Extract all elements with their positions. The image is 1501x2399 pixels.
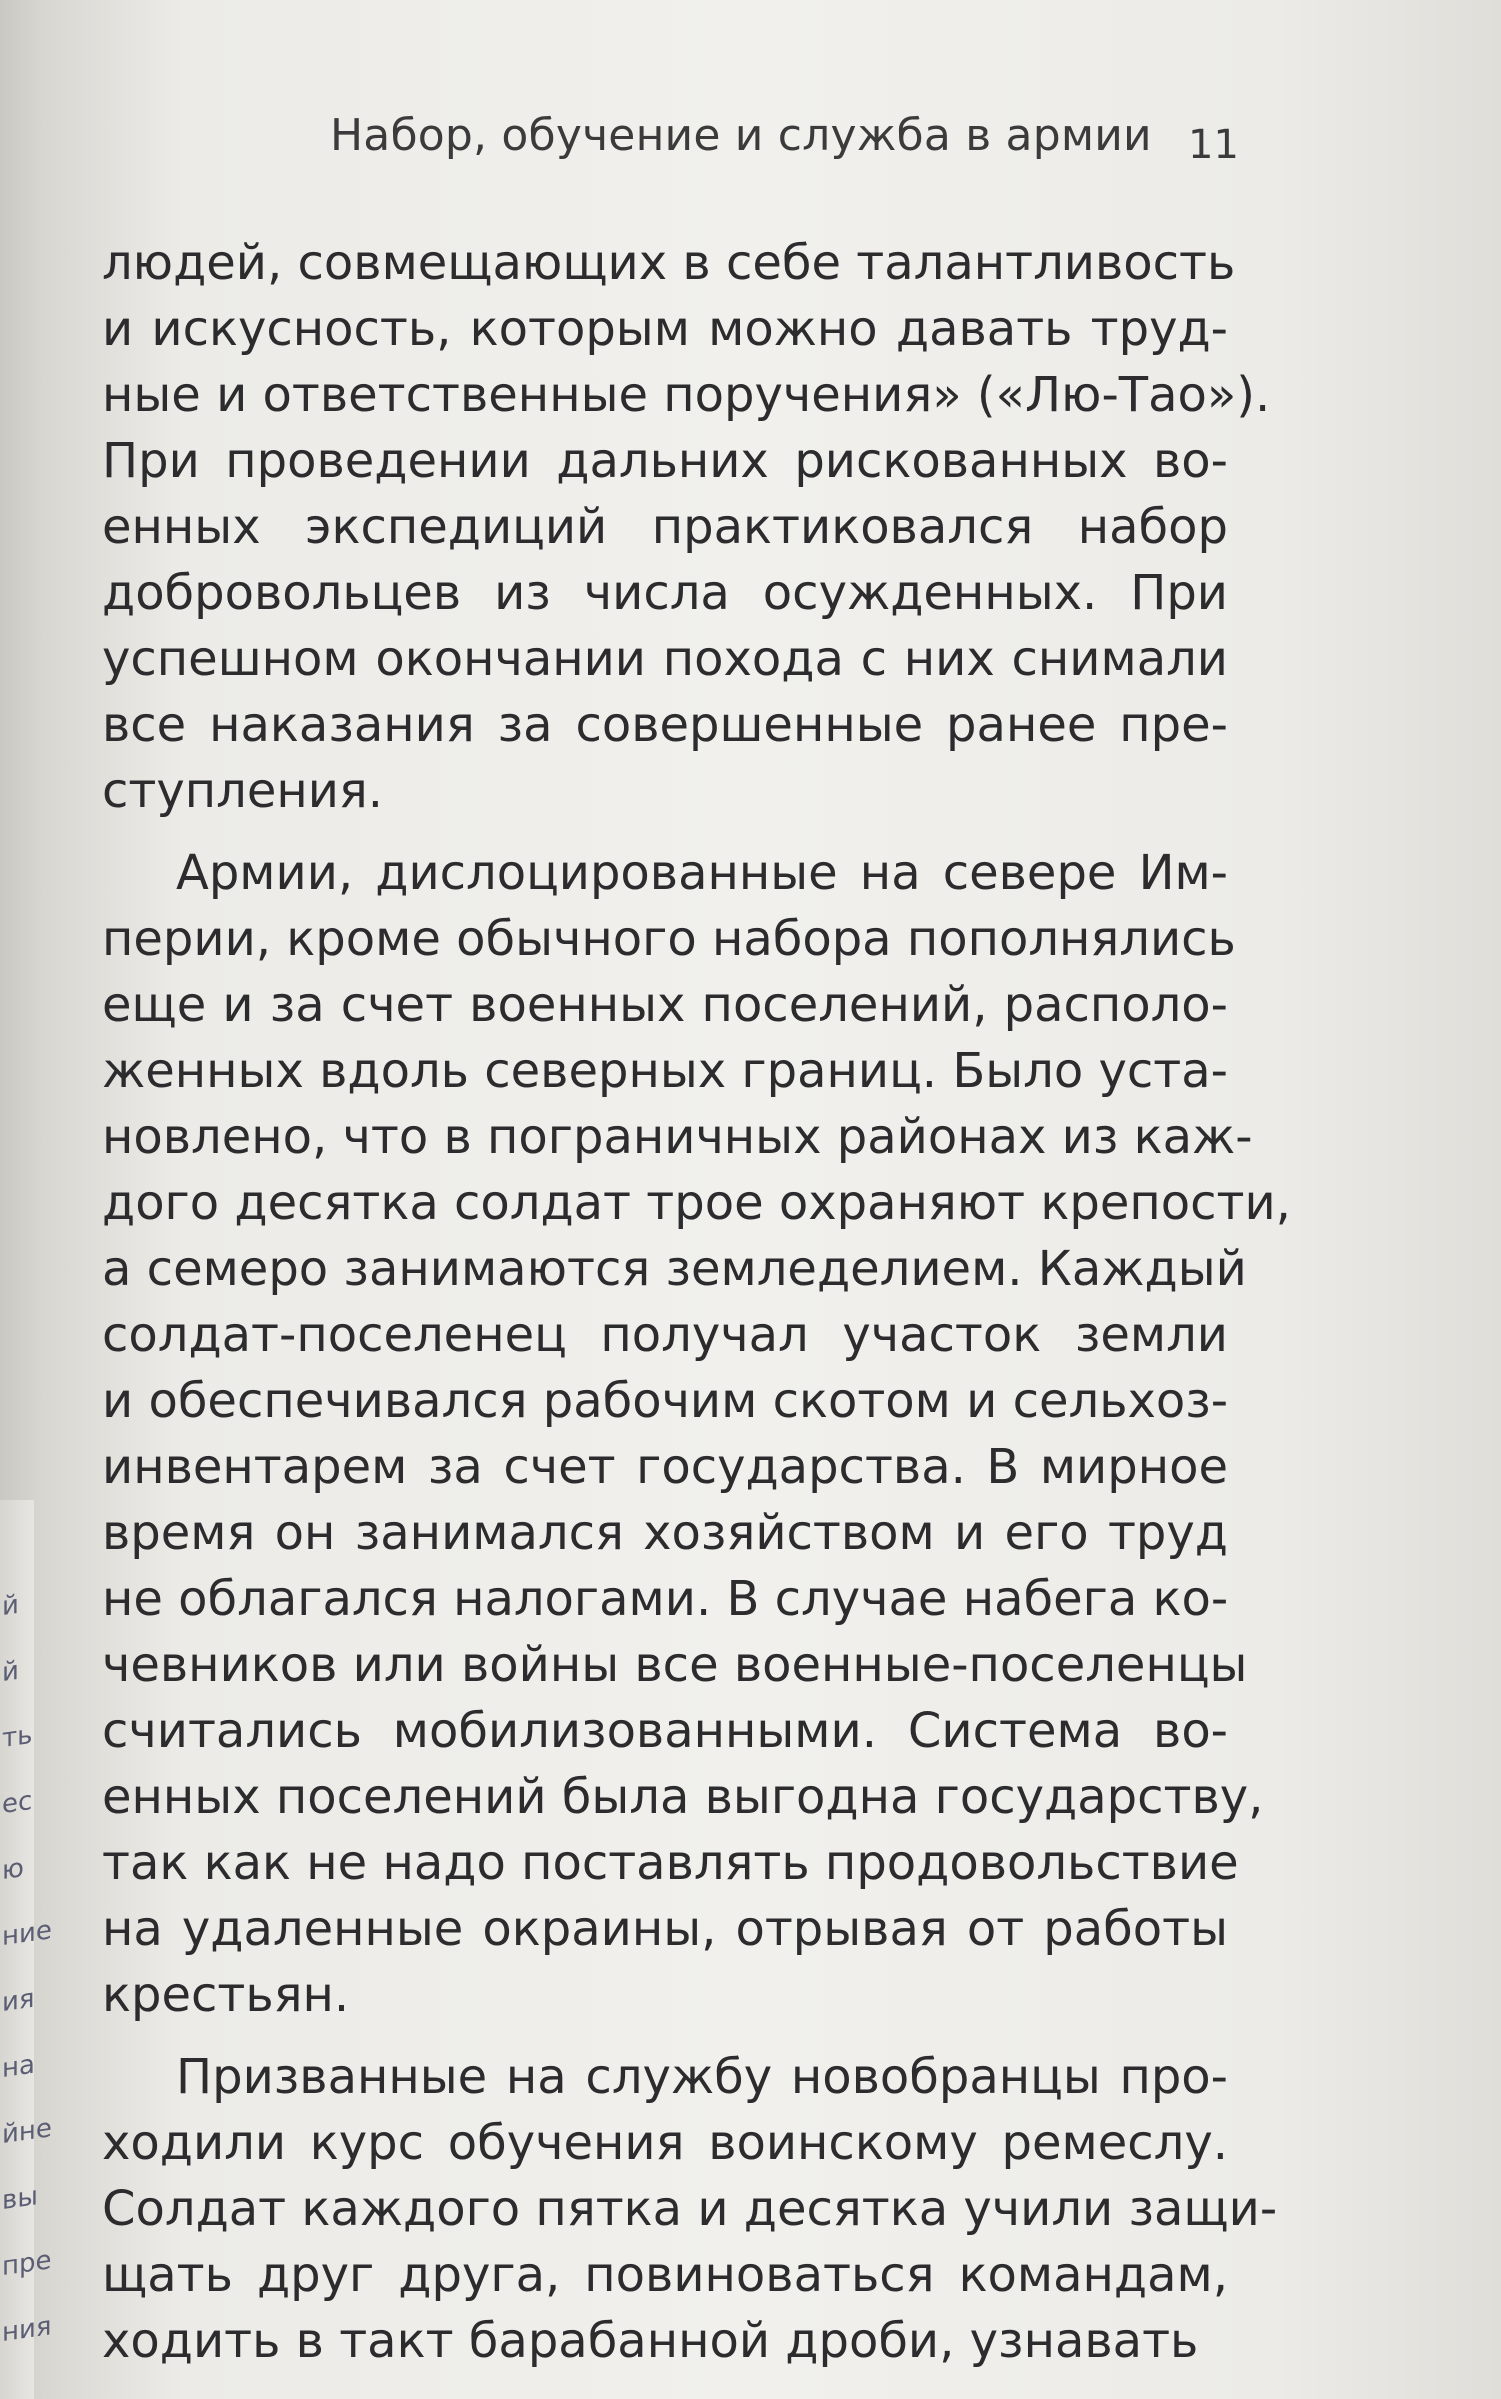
text-line: При проведении дальних рискованных во-: [102, 433, 1228, 489]
left-page-fragment: й: [2, 1589, 19, 1623]
text-line: а семеро занимаются земледелием. Каждый: [102, 1241, 1247, 1297]
left-page-fragment: пре: [2, 2245, 52, 2283]
book-page: [40, 0, 1501, 2399]
page-number: 11: [1188, 122, 1239, 168]
left-page-fragment: йне: [2, 2113, 52, 2151]
left-page-fragment: й: [2, 1655, 19, 1689]
left-page-fragment: ния: [2, 2311, 52, 2349]
paragraph-gap: [102, 2028, 1228, 2044]
running-head: Набор, обучение и служба в армии: [330, 110, 1152, 161]
text-line: новлено, что в пограничных районах из каж-: [102, 1109, 1253, 1165]
text-line: все наказания за совершенные ранее пре-: [102, 697, 1228, 753]
text-line: так как не надо поставлять продовольствие: [102, 1835, 1239, 1891]
left-page-fragment: ть: [2, 1719, 33, 1755]
left-page-fragment: ние: [2, 1915, 52, 1953]
text-line: крестьян.: [102, 1967, 350, 2023]
text-line: енных экспедиций практиковался набор: [102, 499, 1228, 555]
text-line: ходить в такт барабанной дроби, узнавать: [102, 2313, 1199, 2369]
text-line: добровольцев из числа осужденных. При: [102, 565, 1228, 621]
text-line: на удаленные окраины, отрывая от работы: [102, 1901, 1228, 1957]
text-line: ные и ответственные поручения» («Лю-Тао»).: [102, 367, 1271, 423]
text-line: щать друг друга, повиноваться командам,: [102, 2247, 1228, 2303]
text-line: ступления.: [102, 763, 384, 819]
body-text: [102, 230, 1291, 2374]
text-line: инвентарем за счет государства. В мирное: [102, 1439, 1228, 1495]
paragraph-gap: [102, 824, 1228, 840]
text-line: солдат-поселенец получал участок земли: [102, 1307, 1228, 1363]
text-line: енных поселений была выгодна государству,: [102, 1769, 1264, 1825]
left-page-fragment: ес: [2, 1785, 33, 1821]
left-page-fragment: на: [2, 2049, 35, 2085]
text-line: время он занимался хозяйством и его труд: [102, 1505, 1228, 1561]
text-line: чевников или войны все военные-поселенцы: [102, 1637, 1248, 1693]
text-line: перии, кроме обычного набора пополнялись: [102, 911, 1236, 967]
text-line: Призванные на службу новобранцы про-: [176, 2049, 1228, 2105]
left-page-fragment: ю: [2, 1853, 24, 1887]
left-page-fragment: вы: [2, 2181, 38, 2217]
text-line: еще и за счет военных поселений, располо-: [102, 977, 1228, 1033]
text-line: и обеспечивался рабочим скотом и сельхоз-: [102, 1373, 1229, 1429]
text-line: дого десятка солдат трое охраняют крепости,: [102, 1175, 1291, 1231]
text-line: не облагался налогами. В случае набега ко-: [102, 1571, 1229, 1627]
text-line: Солдат каждого пятка и десятка учили защи-: [102, 2181, 1278, 2237]
paragraph: [102, 230, 1271, 824]
text-line: успешном окончании похода с них снимали: [102, 631, 1228, 687]
text-line: женных вдоль северных границ. Было уста-: [102, 1043, 1228, 1099]
text-line: считались мобилизованными. Система во-: [102, 1703, 1228, 1759]
text-line: и искусность, которым можно давать труд-: [102, 301, 1228, 357]
text-line: людей, совмещающих в себе талантливость: [102, 235, 1236, 291]
paragraph: [102, 2044, 1278, 2374]
paragraph: [102, 840, 1291, 2028]
text-line: Армии, дислоцированные на севере Им-: [176, 845, 1228, 901]
left-page-fragment: ия: [2, 1983, 35, 2019]
text-line: ходили курс обучения воинскому ремеслу.: [102, 2115, 1228, 2171]
